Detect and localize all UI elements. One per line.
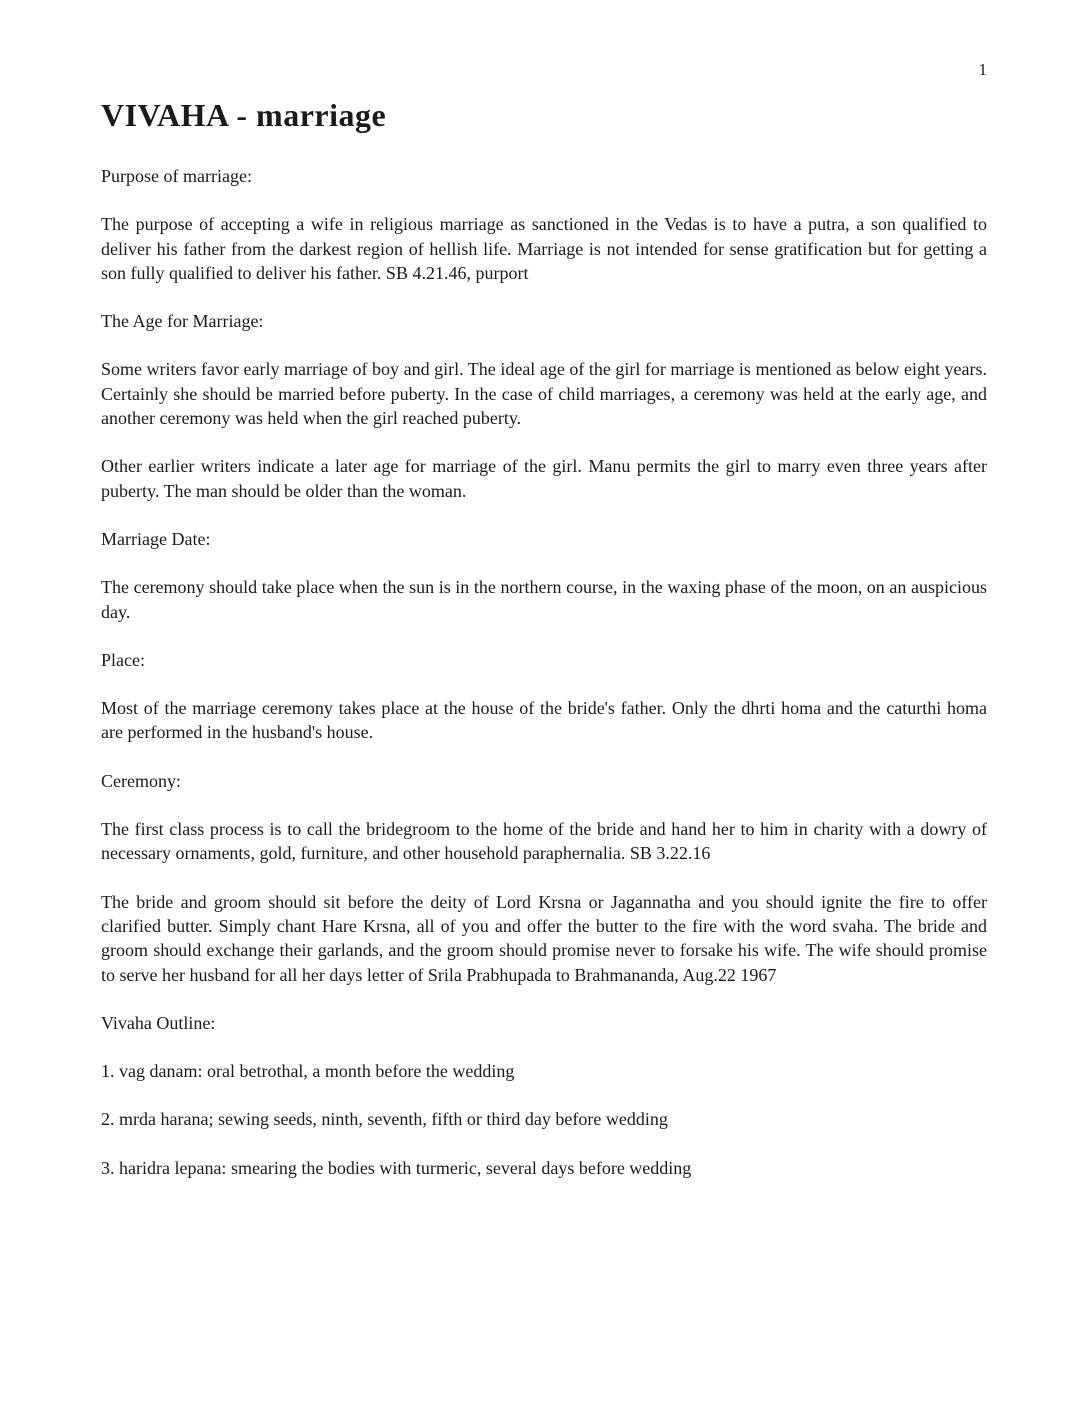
outline-item-2: 2. mrda harana; sewing seeds, ninth, seventh, fifth or third day before wedding bbox=[101, 1109, 668, 1130]
paragraph-ceremony-2: The bride and groom should sit before the deity of Lord Krsna or Jagannatha and you should ignite the fire to offer clarified butter. Simply chant Hare Krsna, all of you and offer the butter to the fire with the word svaha. The bride and groom should exchange their garlands, and the groom should promise never to forsake his wife. The wife should promise to serve her husband for all her days letter of Srila Prabhupada to Brahmananda, Aug.22 1967 bbox=[101, 891, 987, 985]
paragraph-date: The ceremony should take place when the sun is in the northern course, in the waxing phase of the moon, on an auspicious day. bbox=[101, 577, 987, 622]
section-heading-outline: Vivaha Outline: bbox=[101, 1012, 216, 1033]
paragraph-ceremony-1: The first class process is to call the bridegroom to the home of the bride and hand her to him in charity with a dowry of necessary ornaments, gold, furniture, and other household paraphernalia. SB 3.22.16 bbox=[101, 819, 987, 864]
section-heading-age: The Age for Marriage: bbox=[101, 311, 264, 332]
outline-item-1: 1. vag danam: oral betrothal, a month before the wedding bbox=[101, 1061, 515, 1082]
document-title: VIVAHA - marriage bbox=[101, 97, 387, 133]
section-heading-ceremony: Ceremony: bbox=[101, 770, 181, 791]
paragraph-place: Most of the marriage ceremony takes place at the house of the bride's father. Only the dhrti homa and the caturthi homa are performed in the husband's house. bbox=[101, 698, 987, 743]
paragraph-age-2: Other earlier writers indicate a later age for marriage of the girl. Manu permits the girl to marry even three years after puberty. The man should be older than the woman. bbox=[101, 456, 987, 501]
section-heading-place: Place: bbox=[101, 649, 145, 670]
paragraph-purpose: The purpose of accepting a wife in religious marriage as sanctioned in the Vedas is to have a putra, a son qualified to deliver his father from the darkest region of hellish life. Marriage is not intended for sense gratification but for getting a son fully qualified to deliver his father. SB 4.21.46, purport bbox=[101, 214, 987, 283]
outline-item-3: 3. haridra lepana: smearing the bodies with turmeric, several days before wedding bbox=[101, 1157, 692, 1178]
section-heading-date: Marriage Date: bbox=[101, 528, 211, 549]
page-number: 1 bbox=[978, 60, 987, 79]
paragraph-age-1: Some writers favor early marriage of boy and girl. The ideal age of the girl for marriage is mentioned as below eight years. Certainly she should be married before puberty. In the case of child marriages, a ceremony was held at the early age, and another ceremony was held when the girl reached puberty. bbox=[101, 359, 987, 429]
section-heading-purpose: Purpose of marriage: bbox=[101, 166, 252, 186]
